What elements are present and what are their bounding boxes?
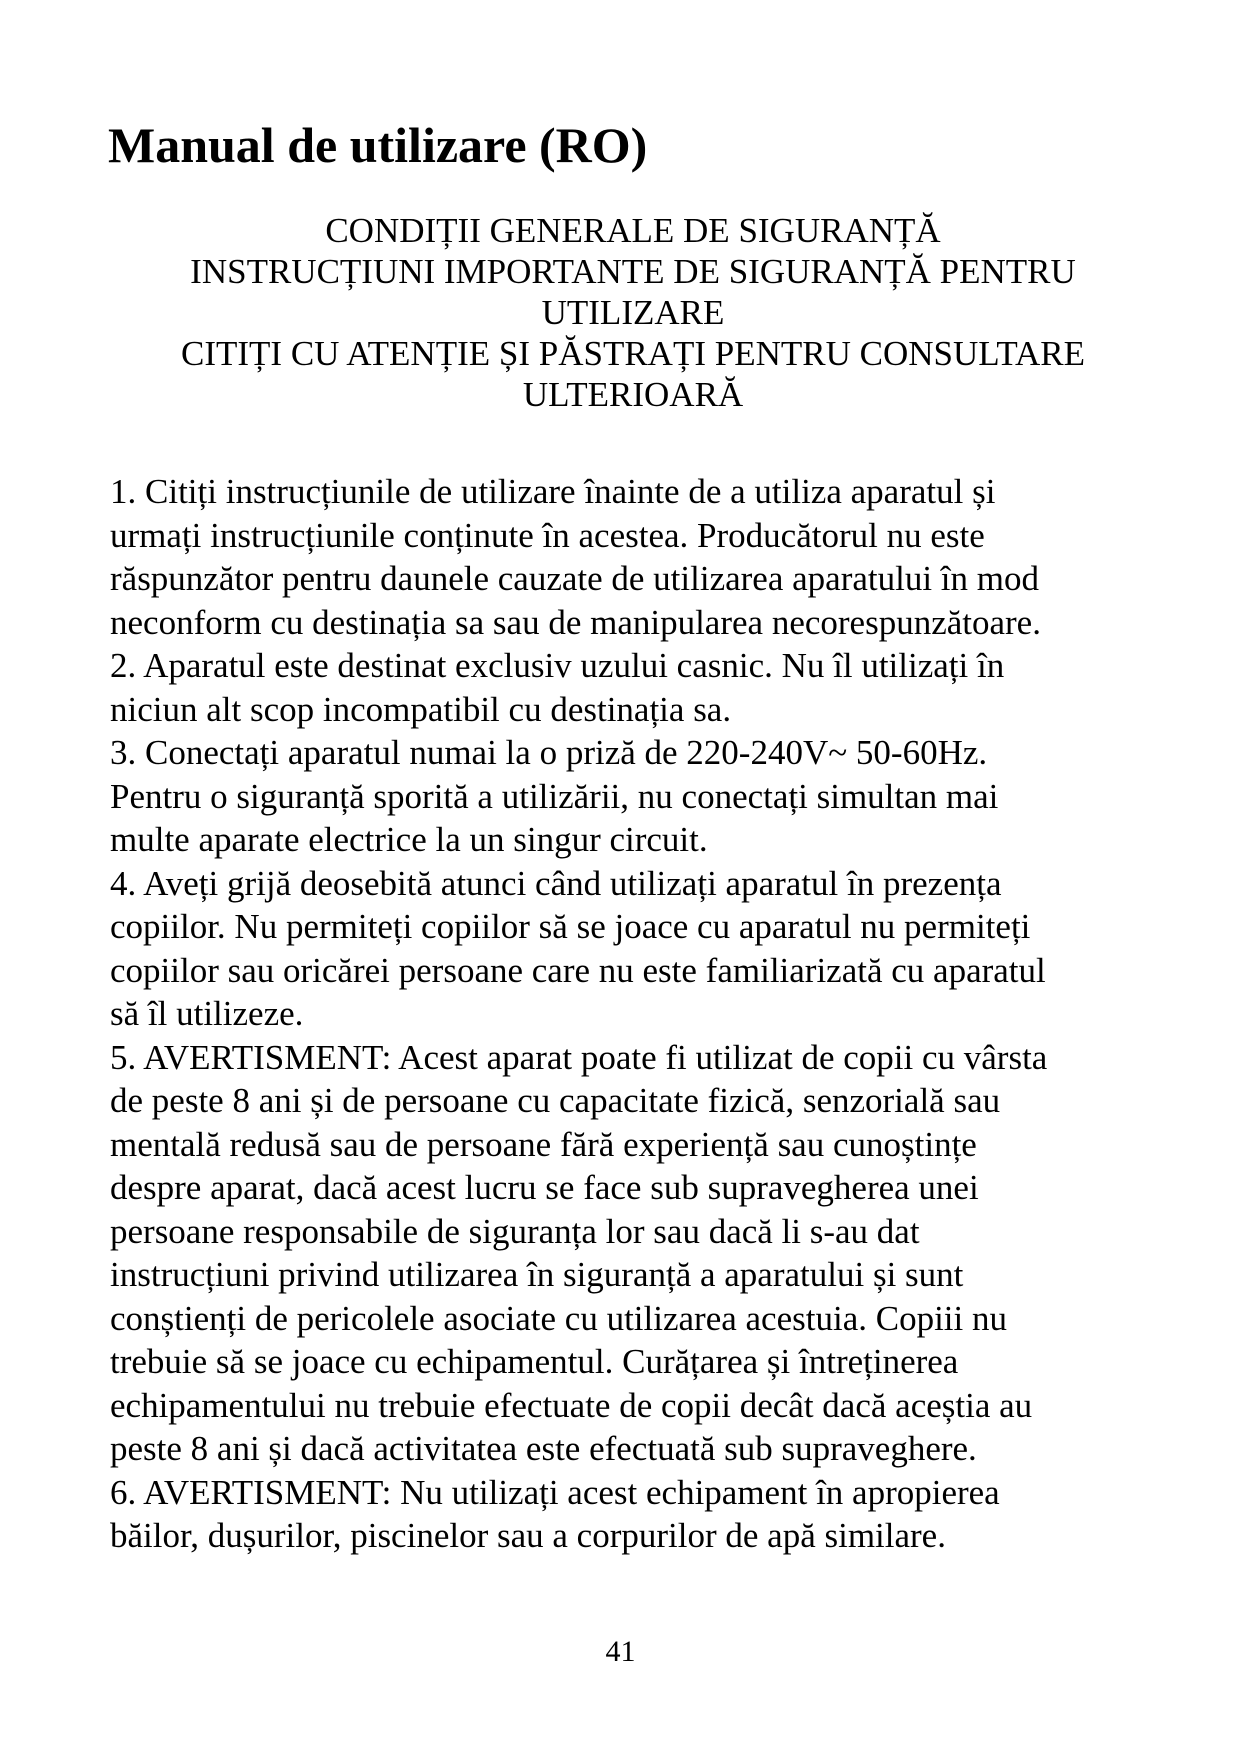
instruction-1-line: neconform cu destinația sa sau de manipularea necorespunzătoare. xyxy=(110,602,1041,642)
instruction-4-line: copiilor. Nu permiteți copiilor să se joace cu aparatul nu permiteți xyxy=(110,907,1031,946)
instruction-3-line: multe aparate electrice la un singur circuit. xyxy=(110,820,708,859)
instruction-5-line: despre aparat, dacă acest lucru se face sub supravegherea unei xyxy=(110,1168,979,1207)
instruction-4-line: copiilor sau oricărei persoane care nu este familiarizată cu aparatul xyxy=(110,950,1046,990)
instruction-5-line: peste 8 ani și dacă activitatea este efectuată sub supraveghere. xyxy=(110,1429,977,1468)
heading-line: ULTERIOARĂ xyxy=(522,375,744,414)
instruction-5-line: 5. AVERTISMENT: Acest aparat poate fi utilizat de copii cu vârsta xyxy=(110,1037,1048,1077)
instruction-3-line: Pentru o siguranță sporită a utilizării, nu conectați simultan mai xyxy=(110,776,999,816)
instruction-2-line: niciun alt scop incompatibil cu destinația sa. xyxy=(110,689,732,729)
page-number: 41 xyxy=(605,1635,636,1668)
instruction-5-line: trebuie să se joace cu echipamentul. Curățarea și întreținerea xyxy=(110,1342,959,1381)
page-title: Manual de utilizare (RO) xyxy=(108,117,648,173)
heading-line: INSTRUCȚIUNI IMPORTANTE DE SIGURANȚĂ PENTRU xyxy=(190,252,1076,291)
instruction-5-line: persoane responsabile de siguranța lor sau dacă li s-au dat xyxy=(110,1211,920,1251)
instruction-5-line: de peste 8 ani și de persoane cu capacitate fizică, senzorială sau xyxy=(110,1081,1001,1120)
instruction-1-line: 1. Citiți instrucțiunile de utilizare înainte de a utiliza aparatul și xyxy=(110,472,996,511)
heading-line: CONDIȚII GENERALE DE SIGURANȚĂ xyxy=(325,211,941,250)
instruction-1-line: răspunzător pentru daunele cauzate de utilizarea aparatului în mod xyxy=(110,559,1040,598)
instruction-5-line: instrucțiuni privind utilizarea în siguranță a aparatului și sunt xyxy=(110,1255,964,1294)
instruction-5-line: mentală redusă sau de persoane fără experiență sau cunoștințe xyxy=(110,1124,977,1164)
instruction-2-line: 2. Aparatul este destinat exclusiv uzului casnic. Nu îl utilizați în xyxy=(110,646,1005,685)
instruction-1-line: urmați instrucțiunile conținute în acestea. Producătorul nu este xyxy=(110,515,985,555)
instruction-5-line: conștienți de pericolele asociate cu utilizarea acestuia. Copiii nu xyxy=(110,1298,1007,1338)
instruction-6-line: 6. AVERTISMENT: Nu utilizați acest echipament în apropierea xyxy=(110,1472,1000,1512)
heading-line: CITIȚI CU ATENȚIE ȘI PĂSTRAȚI PENTRU CONSULTARE xyxy=(181,334,1085,373)
safety-headings xyxy=(108,210,1158,415)
safety-instructions xyxy=(110,470,1180,1558)
instruction-5-line: echipamentului nu trebuie efectuate de copii decât dacă aceștia au xyxy=(110,1385,1033,1425)
heading-line: UTILIZARE xyxy=(541,293,725,332)
instruction-6-line: băilor, dușurilor, piscinelor sau a corpurilor de apă similare. xyxy=(110,1516,946,1555)
instruction-4-line: 4. Aveți grijă deosebită atunci când utilizați aparatul în prezența xyxy=(110,863,1002,903)
instruction-3-line: 3. Conectați aparatul numai la o priză de 220-240V~ 50-60Hz. xyxy=(110,733,988,772)
instruction-4-line: să îl utilizeze. xyxy=(110,994,304,1033)
